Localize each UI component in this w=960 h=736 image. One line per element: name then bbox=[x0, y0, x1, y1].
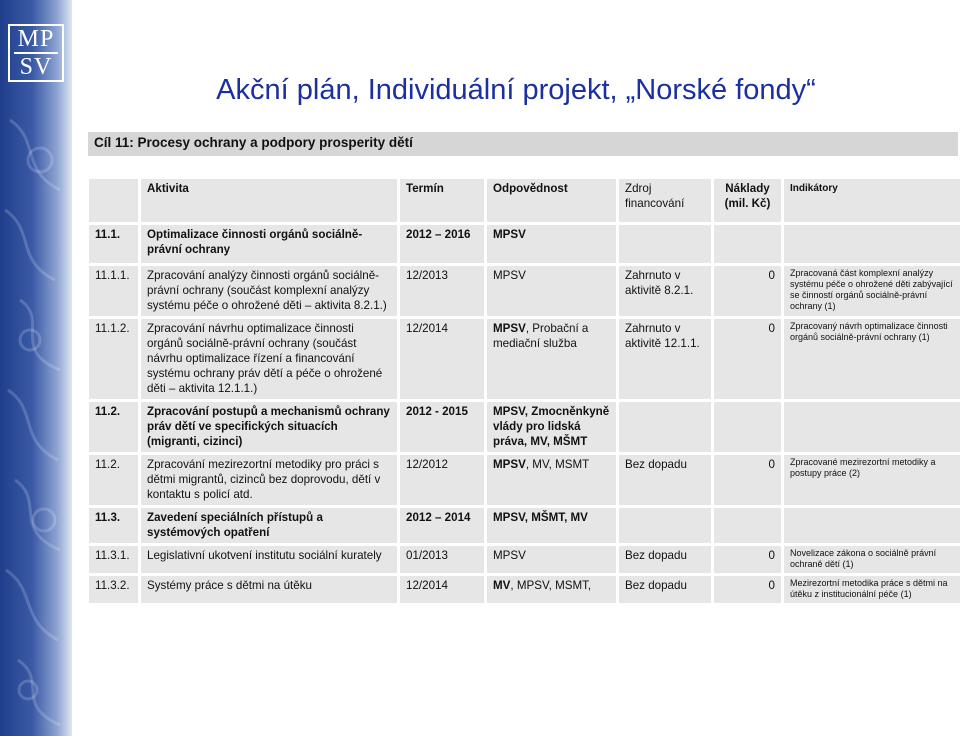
row-source: Bez dopadu bbox=[619, 546, 711, 573]
header-activity: Aktivita bbox=[141, 179, 397, 222]
row-responsibility: MPSV, Zmocněnkyně vlády pro lidská práva, MV, MŠMT bbox=[487, 402, 616, 452]
row-num: 11.2. bbox=[89, 402, 138, 452]
row-responsibility bbox=[487, 319, 616, 399]
table-row bbox=[89, 455, 960, 505]
row-num: 11.3. bbox=[89, 508, 138, 543]
row-term: 2012 – 2014 bbox=[400, 508, 484, 543]
table-row bbox=[89, 319, 960, 399]
row-cost: 0 bbox=[714, 455, 781, 505]
row-responsibility-others: , Probační a mediační služba bbox=[493, 322, 589, 350]
logo-top-text: MP bbox=[17, 26, 55, 52]
sidebar-pattern bbox=[0, 0, 72, 736]
table-row bbox=[89, 508, 960, 543]
row-responsibility-lead: MPSV bbox=[493, 458, 526, 471]
row-cost: 0 bbox=[714, 319, 781, 399]
row-indicators: Mezirezortní metodika práce s dětmi na útěku z institucionální péče (1) bbox=[784, 576, 960, 603]
row-num: 11.1.1. bbox=[89, 266, 138, 316]
row-cost bbox=[714, 402, 781, 452]
row-term: 12/2014 bbox=[400, 576, 484, 603]
row-indicators: Zpracovaná část komplexní analýzy systému péče o ohrožené děti zabývající se činností orgánů sociálně-právní ochrany (1) bbox=[784, 266, 960, 316]
page-title: Akční plán, Individuální projekt, „Norské fondy“ bbox=[216, 74, 816, 106]
mpsv-logo bbox=[8, 24, 64, 82]
row-activity: Optimalizace činnosti orgánů sociálně-právní ochrany bbox=[141, 225, 397, 263]
row-cost: 0 bbox=[714, 576, 781, 603]
row-cost bbox=[714, 225, 781, 263]
table-row bbox=[89, 402, 960, 452]
header-source: Zdroj financování bbox=[619, 179, 711, 222]
row-num: 11.1.2. bbox=[89, 319, 138, 399]
action-plan-table bbox=[86, 176, 960, 606]
row-num: 11.1. bbox=[89, 225, 138, 263]
row-responsibility-others: , MPSV, MSMT, bbox=[510, 579, 592, 592]
row-responsibility-lead: MV bbox=[493, 579, 511, 592]
goal-heading: Cíl 11: Procesy ochrany a podpory prosperity dětí bbox=[88, 132, 958, 156]
row-cost: 0 bbox=[714, 266, 781, 316]
row-source bbox=[619, 402, 711, 452]
row-source bbox=[619, 508, 711, 543]
row-source: Bez dopadu bbox=[619, 576, 711, 603]
row-indicators: Novelizace zákona o sociálně právní ochraně dětí (1) bbox=[784, 546, 960, 573]
sidebar-decoration bbox=[0, 0, 72, 736]
row-term: 01/2013 bbox=[400, 546, 484, 573]
row-num: 11.3.1. bbox=[89, 546, 138, 573]
row-term: 12/2014 bbox=[400, 319, 484, 399]
row-source bbox=[619, 225, 711, 263]
row-indicators bbox=[784, 402, 960, 452]
row-activity: Zavedení speciálních přístupů a systémových opatření bbox=[141, 508, 397, 543]
row-cost: 0 bbox=[714, 546, 781, 573]
row-source: Zahrnuto v aktivitě 12.1.1. bbox=[619, 319, 711, 399]
table-row bbox=[89, 576, 960, 603]
header-term: Termín bbox=[400, 179, 484, 222]
row-responsibility bbox=[487, 455, 616, 505]
row-activity: Legislativní ukotvení institutu sociální kurately bbox=[141, 546, 397, 573]
header-indicators: Indikátory bbox=[784, 179, 960, 222]
row-term: 2012 – 2016 bbox=[400, 225, 484, 263]
row-term: 2012 - 2015 bbox=[400, 402, 484, 452]
row-term: 12/2013 bbox=[400, 266, 484, 316]
row-responsibility: MPSV bbox=[487, 225, 616, 263]
table-row bbox=[89, 225, 960, 263]
row-source: Zahrnuto v aktivitě 8.2.1. bbox=[619, 266, 711, 316]
row-activity: Zpracování analýzy činnosti orgánů sociálně-právní ochrany (součást komplexní analýzy systému péče o ohrožené děti – aktivita 8.2.1.) bbox=[141, 266, 397, 316]
row-source: Bez dopadu bbox=[619, 455, 711, 505]
row-responsibility-others: , MV, MSMT bbox=[525, 458, 590, 471]
row-indicators bbox=[784, 225, 960, 263]
row-cost bbox=[714, 508, 781, 543]
row-responsibility: MPSV bbox=[487, 266, 616, 316]
logo-bottom-text: SV bbox=[19, 54, 53, 80]
row-activity: Systémy práce s dětmi na útěku bbox=[141, 576, 397, 603]
row-indicators: Zpracované mezirezortní metodiky a postupy práce (2) bbox=[784, 455, 960, 505]
row-activity: Zpracování mezirezortní metodiky pro práci s dětmi migrantů, cizinců bez doprovodu, dětí v kontaktu s policí atd. bbox=[141, 455, 397, 505]
table-row bbox=[89, 546, 960, 573]
row-responsibility-lead: MPSV bbox=[493, 322, 526, 335]
header-cost: Náklady (mil. Kč) bbox=[714, 179, 781, 222]
row-indicators bbox=[784, 508, 960, 543]
row-activity: Zpracování postupů a mechanismů ochrany práv dětí ve specifických situacích (migranti, cizinci) bbox=[141, 402, 397, 452]
row-indicators: Zpracovaný návrh optimalizace činnosti orgánů sociálně-právní ochrany (1) bbox=[784, 319, 960, 399]
row-responsibility: MPSV, MŠMT, MV bbox=[487, 508, 616, 543]
row-activity: Zpracování návrhu optimalizace činnosti orgánů sociálně-právní ochrany (součást návrhu optimalizace řízení a financování systému ochrany práv dětí a péče o ohrožené děti – aktivita 12.1.1.) bbox=[141, 319, 397, 399]
row-num: 11.3.2. bbox=[89, 576, 138, 603]
header-responsibility: Odpovědnost bbox=[487, 179, 616, 222]
row-responsibility bbox=[487, 576, 616, 603]
row-num: 11.2. bbox=[89, 455, 138, 505]
row-term: 12/2012 bbox=[400, 455, 484, 505]
table-header-row bbox=[89, 179, 960, 222]
table-row bbox=[89, 266, 960, 316]
row-responsibility: MPSV bbox=[487, 546, 616, 573]
header-num bbox=[89, 179, 138, 222]
